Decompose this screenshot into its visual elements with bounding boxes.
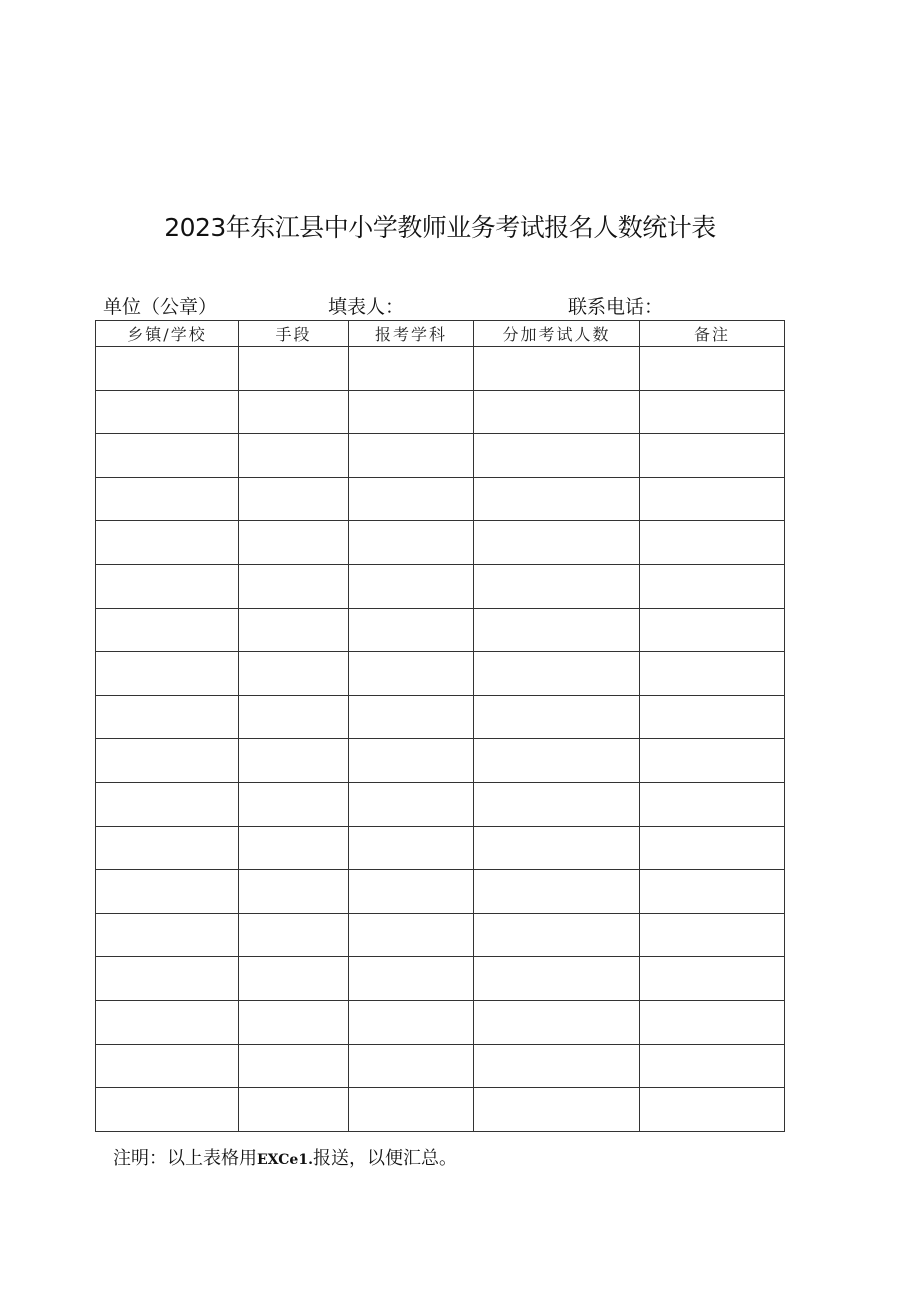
table-cell[interactable] [349,1088,474,1132]
table-cell[interactable] [349,957,474,1001]
table-cell[interactable] [474,782,640,826]
table-cell[interactable] [640,826,785,870]
table-row [96,477,785,521]
table-cell[interactable] [96,957,239,1001]
table-cell[interactable] [96,477,239,521]
footnote-format: EXCe1. [257,1152,313,1168]
table-cell[interactable] [349,521,474,565]
table-cell[interactable] [96,652,239,696]
table-cell[interactable] [640,957,785,1001]
table-cell[interactable] [349,826,474,870]
table-cell[interactable] [239,1000,349,1044]
table-cell[interactable] [474,870,640,914]
table-body [96,347,785,1132]
table-cell[interactable] [96,1088,239,1132]
table-cell[interactable] [239,1088,349,1132]
table-cell[interactable] [96,564,239,608]
footnote-prefix: 注明：以上表格用 [113,1148,257,1169]
table-cell[interactable] [239,652,349,696]
unit-label: 单位（公章） [103,296,218,318]
table-cell[interactable] [640,521,785,565]
table-header-row [96,321,785,347]
table-row [96,347,785,391]
table-row [96,870,785,914]
table-cell[interactable] [239,347,349,391]
table-cell[interactable] [349,1000,474,1044]
table-row [96,608,785,652]
table-cell[interactable] [474,1000,640,1044]
table-cell[interactable] [474,347,640,391]
table-cell[interactable] [474,390,640,434]
phone-label: 联系电话： [568,296,664,318]
table-row [96,434,785,478]
table-cell[interactable] [640,390,785,434]
table-row [96,1000,785,1044]
table-cell[interactable] [239,608,349,652]
table-cell[interactable] [239,826,349,870]
table-row [96,652,785,696]
table-cell[interactable] [239,477,349,521]
table-cell[interactable] [640,1000,785,1044]
table-cell[interactable] [96,782,239,826]
table-row [96,521,785,565]
filler-label: 填表人： [328,296,405,318]
table-cell[interactable] [349,695,474,739]
table-cell[interactable] [239,913,349,957]
table-cell[interactable] [349,434,474,478]
table-cell[interactable] [474,652,640,696]
table-cell[interactable] [474,826,640,870]
table-cell[interactable] [349,652,474,696]
table-cell[interactable] [96,695,239,739]
table-cell[interactable] [349,1044,474,1088]
table-row [96,1088,785,1132]
header-exam-count: 分加考试人数 [474,321,640,347]
table-cell[interactable] [349,564,474,608]
table-cell[interactable] [349,477,474,521]
table-row [96,390,785,434]
table-cell[interactable] [474,739,640,783]
table-row [96,913,785,957]
table-cell[interactable] [474,434,640,478]
table-row [96,1044,785,1088]
table-cell[interactable] [239,870,349,914]
table-cell[interactable] [474,521,640,565]
table-cell[interactable] [96,913,239,957]
table-cell[interactable] [640,652,785,696]
table-cell[interactable] [474,564,640,608]
footnote-suffix: 报送，以便汇总。 [312,1148,457,1169]
table-cell[interactable] [239,957,349,1001]
table-cell[interactable] [349,870,474,914]
table-cell[interactable] [239,390,349,434]
table-cell[interactable] [474,477,640,521]
table-cell[interactable] [640,608,785,652]
table-cell[interactable] [640,347,785,391]
table-cell[interactable] [640,477,785,521]
table-cell[interactable] [474,913,640,957]
table-cell[interactable] [349,608,474,652]
table-cell[interactable] [640,1088,785,1132]
table-cell[interactable] [474,695,640,739]
table-cell[interactable] [239,739,349,783]
table-cell[interactable] [96,826,239,870]
table-cell[interactable] [96,739,239,783]
table-cell[interactable] [474,1088,640,1132]
table-cell[interactable] [96,608,239,652]
table-cell[interactable] [640,870,785,914]
table-row [96,826,785,870]
table-cell[interactable] [474,608,640,652]
table-row [96,695,785,739]
table-cell[interactable] [640,782,785,826]
table-cell[interactable] [640,913,785,957]
table-row [96,739,785,783]
table-cell[interactable] [349,913,474,957]
table-cell[interactable] [96,390,239,434]
table-row [96,564,785,608]
table-cell[interactable] [239,521,349,565]
footnote [113,1144,457,1170]
table-cell[interactable] [640,1044,785,1088]
registration-table [95,320,784,1132]
table-cell[interactable] [474,957,640,1001]
table-cell[interactable] [239,434,349,478]
header-subject: 报考学科 [349,321,474,347]
header-remarks: 备注 [640,321,785,347]
table-cell[interactable] [474,1044,640,1088]
table-cell[interactable] [640,434,785,478]
info-row [0,292,920,318]
table-cell[interactable] [239,782,349,826]
table-cell[interactable] [239,564,349,608]
table-cell[interactable] [239,695,349,739]
table-cell[interactable] [640,564,785,608]
page-title: 2023年东江县中小学教师业务考试报名人数统计表 [164,213,716,242]
table-cell[interactable] [96,870,239,914]
header-school: 乡镇/学校 [96,321,239,347]
table-row [96,782,785,826]
table-cell[interactable] [96,521,239,565]
table-cell[interactable] [239,1044,349,1088]
table-cell[interactable] [349,782,474,826]
table-cell[interactable] [640,695,785,739]
table-cell[interactable] [96,1000,239,1044]
table-cell[interactable] [640,739,785,783]
header-segment: 手段 [239,321,349,347]
table-cell[interactable] [96,347,239,391]
table-cell[interactable] [96,1044,239,1088]
table-cell[interactable] [96,434,239,478]
table-cell[interactable] [349,347,474,391]
table-cell[interactable] [349,739,474,783]
table-cell[interactable] [349,390,474,434]
table-row [96,957,785,1001]
